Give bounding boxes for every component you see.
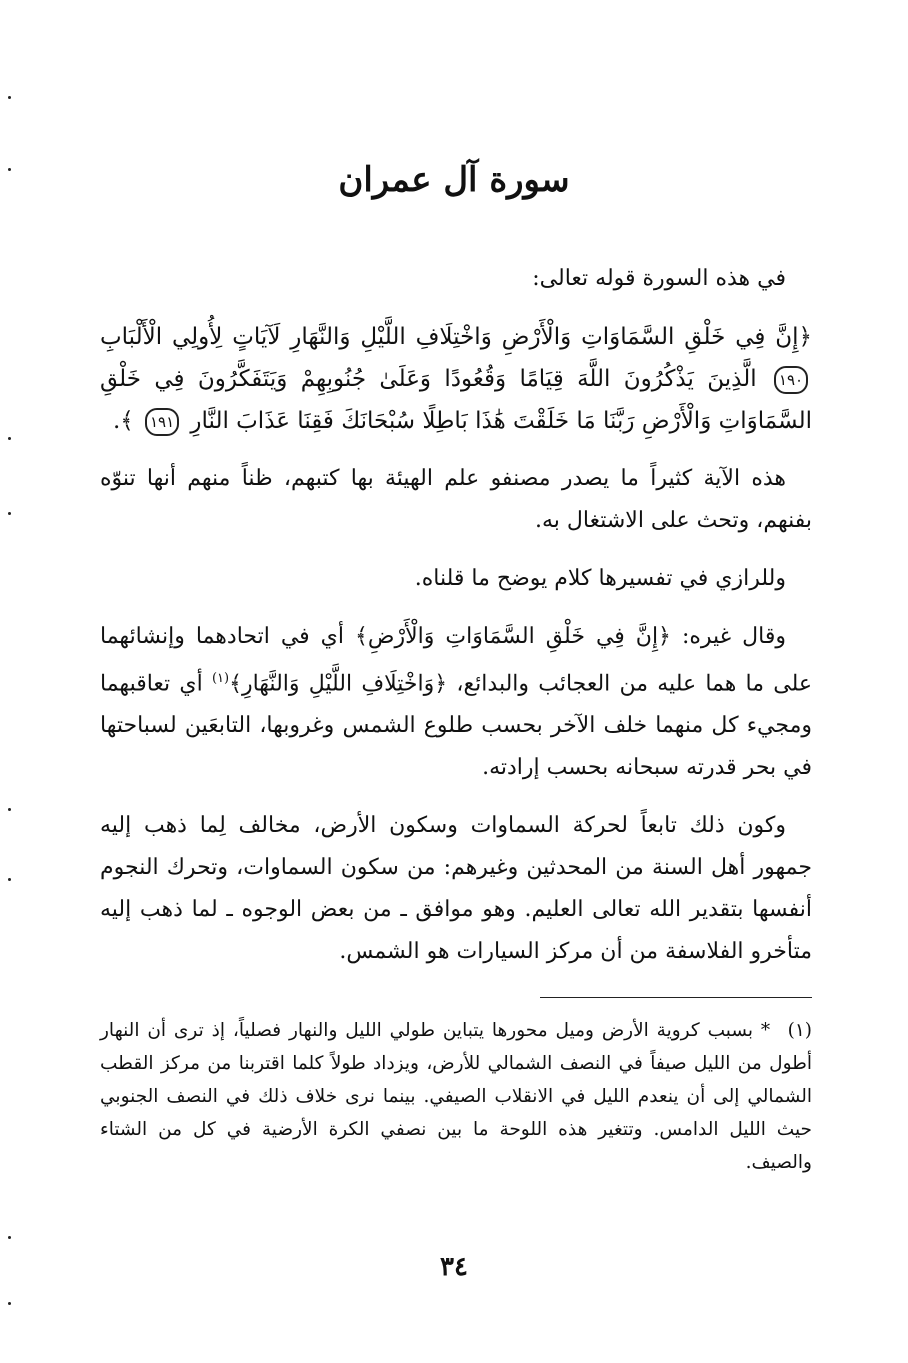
scan-margin-mark [8,96,11,99]
page-title: سورة آل عمران [338,160,570,200]
footnote-number: (١) [787,1020,812,1041]
page-number: ٣٤ [440,1252,468,1282]
scan-margin-mark [8,808,11,811]
footnote [100,1014,812,1179]
verse-end: ﴾. [112,408,134,434]
main-text [100,258,812,989]
scan-margin-mark [8,512,11,515]
scan-margin-mark [8,1302,11,1305]
footnote-reference: (١) [211,671,230,686]
ayah-number-marker: ١٩١ [145,408,179,436]
paragraph: وللرازي في تفسيرها كلام يوضح ما قلناه. [414,566,786,591]
footnote-text: * بسبب كروية الأرض وميل محورها يتباين طولي الليل والنهار فصلياً، إذ ترى أن النهار أطول من الليل صيفاً في النصف الشمالي للأرض، ويزداد طولاً كلما اقتربنا من مركز القطب الشمالي إلى أن ينعدم الليل في الانقلاب الصيفي. بينما نرى خلاف ذلك في النصف الجنوبي حيث الليل الدامس. وتتغير هذه اللوحة ما بين نصفي الكرة الأرضية في كل من الشتاء والصيف. [100,1020,812,1173]
paragraph: وكون ذلك تابعاً لحركة السماوات وسكون الأرض، مخالف لِما ذهب إليه جمهور أهل السنة من المحدثين وغيرهم: من سكون السماوات، وتحرك النجوم أنفسها بتقدير الله تعالى العليم. وهو موافق ـ من بعض الوجوه ـ لما ذهب إليه متأخرو الفلاسفة من أن مركز السيارات هو الشمس. [100,813,812,965]
paragraph: هذه الآية كثيراً ما يصدر مصنفو علم الهيئة بها كتبهم، ظناً منهم أنها تنوّه بفنهم، وتحث على الاشتغال به. [100,466,812,533]
paragraph-text: أي تعاقبهما ومجيء كل منهما خلف الآخر بحسب طلوع الشمس وغروبها، التابعَين لسباحتها في بحر قدرته سبحانه بحسب إرادته. [100,671,812,781]
verse-text: ﴿إِنَّ فِي خَلْقِ السَّمَاوَاتِ وَالْأَرْضِ وَاخْتِلَافِ اللَّيْلِ وَالنَّهَارِ لَآيَاتٍ لِأُولِي الْأَلْبَابِ [100,324,812,350]
intro-paragraph: في هذه السورة قوله تعالى: [532,266,786,291]
paragraph [100,616,812,789]
quran-verse [100,316,812,442]
footnote-divider [540,997,812,998]
paragraph-text: وقال غيره: ﴿إِنَّ فِي خَلْقِ السَّمَاوَاتِ وَالْأَرْضِ﴾ أي في اتحادهما وإنشائهما على ما هما عليه من العجائب والبدائع، ﴿وَاخْتِلَافِ اللَّيْلِ وَالنَّهَارِ﴾ [100,624,813,697]
scan-margin-mark [8,878,11,881]
ayah-number-marker: ١٩٠ [774,366,808,394]
scan-margin-mark [8,437,11,440]
scan-margin-mark [8,1236,11,1239]
verse-text: الَّذِينَ يَذْكُرُونَ اللَّهَ قِيَامًا وَقُعُودًا وَعَلَىٰ جُنُوبِهِمْ وَيَتَفَكَّرُونَ فِي خَلْقِ السَّمَاوَاتِ وَالْأَرْضِ رَبَّنَا مَا خَلَقْتَ هَٰذَا بَاطِلًا سُبْحَانَكَ فَقِنَا عَذَابَ النَّارِ [100,366,812,434]
